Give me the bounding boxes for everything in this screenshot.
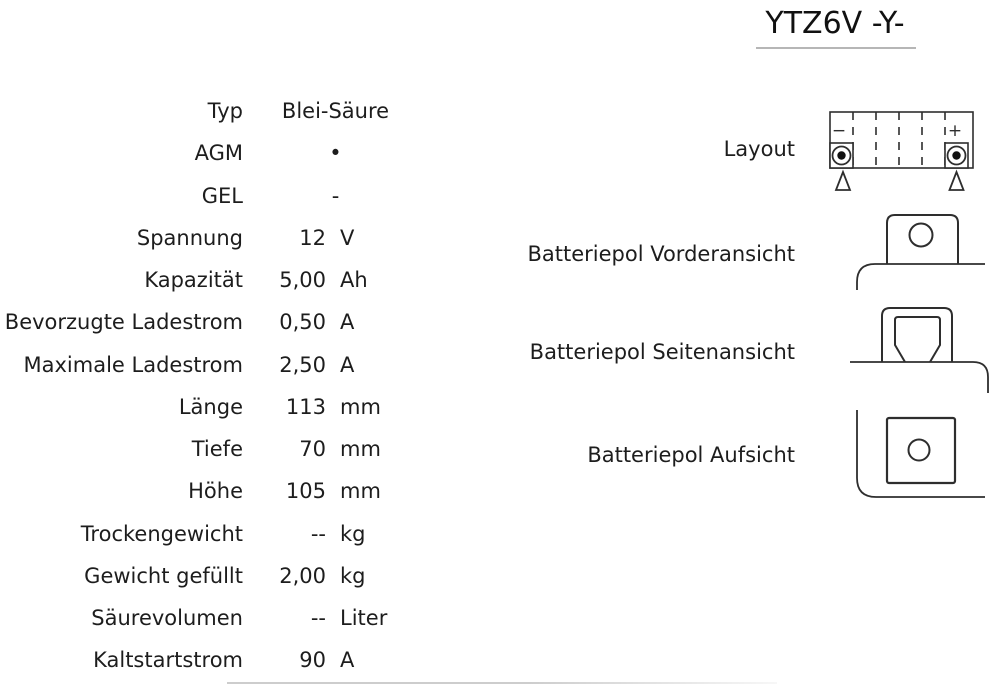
pole-front-view-label: Batteriepol Vorderansicht	[527, 242, 795, 266]
pole-front-view-icon	[840, 203, 1000, 298]
table-row	[0, 597, 480, 639]
table-row	[0, 639, 480, 681]
spec-unit: A	[340, 310, 355, 335]
table-row	[0, 301, 480, 343]
spec-value: -	[331, 183, 340, 208]
spec-unit: A	[340, 352, 355, 377]
table-row	[0, 132, 480, 174]
spec-unit: kg	[340, 521, 366, 546]
table-row	[0, 90, 480, 132]
spec-label: Kapazität	[144, 268, 243, 293]
spec-label: GEL	[201, 183, 243, 208]
spec-unit: mm	[340, 394, 381, 419]
spec-value: --	[310, 606, 326, 631]
spec-label: Höhe	[188, 479, 243, 504]
spec-value: 105	[285, 479, 326, 504]
spec-value: 90	[299, 648, 326, 673]
spec-label: Tiefe	[191, 437, 243, 462]
table-row	[0, 555, 480, 597]
spec-value: Blei-Säure	[281, 99, 390, 124]
spec-value: 12	[299, 225, 326, 250]
spec-unit: mm	[340, 437, 381, 462]
spec-table	[0, 90, 480, 682]
spec-value: --	[310, 521, 326, 546]
spec-label: Bevorzugte Ladestrom	[4, 310, 243, 335]
spec-label: Typ	[207, 99, 243, 124]
table-row	[0, 386, 480, 428]
spec-unit: Liter	[340, 606, 388, 631]
layout-label: Layout	[723, 137, 795, 161]
spec-label: Säurevolumen	[91, 606, 243, 631]
spec-value: 2,00	[279, 563, 326, 588]
spec-label: Spannung	[136, 225, 243, 250]
spec-value: 70	[299, 437, 326, 462]
table-row	[0, 513, 480, 555]
table-row	[0, 428, 480, 470]
table-row	[0, 344, 480, 386]
spec-label: Maximale Ladestrom	[23, 352, 243, 377]
minus-terminal-marker: −	[831, 121, 847, 141]
spec-value: 2,50	[279, 352, 326, 377]
spec-value: 5,00	[279, 268, 326, 293]
battery-layout-icon	[825, 105, 975, 205]
spec-label: AGM	[194, 141, 243, 166]
table-row	[0, 259, 480, 301]
spec-unit: A	[340, 648, 355, 673]
spec-label: Kaltstartstrom	[93, 648, 243, 673]
spec-value: 113	[285, 394, 326, 419]
spec-label: Gewicht gefüllt	[84, 563, 243, 588]
page-title: YTZ6V -Y-	[765, 6, 905, 41]
spec-unit: mm	[340, 479, 381, 504]
spec-unit: V	[340, 225, 355, 250]
spec-label: Trockengewicht	[80, 521, 243, 546]
spec-label: Länge	[178, 394, 243, 419]
pole-side-view-icon	[840, 300, 1000, 400]
pole-top-view-label: Batteriepol Aufsicht	[587, 443, 795, 467]
spec-value: •	[329, 141, 342, 166]
spec-unit: kg	[340, 563, 366, 588]
pole-top-view-icon	[840, 398, 1000, 503]
table-row	[0, 175, 480, 217]
pole-side-view-label: Batteriepol Seitenansicht	[529, 340, 795, 364]
title-underline	[756, 47, 916, 49]
table-row	[0, 217, 480, 259]
spec-unit: Ah	[340, 268, 368, 293]
table-row	[0, 470, 480, 512]
plus-terminal-marker: +	[947, 121, 963, 141]
next-row-divider	[227, 682, 777, 684]
spec-value: 0,50	[279, 310, 326, 335]
